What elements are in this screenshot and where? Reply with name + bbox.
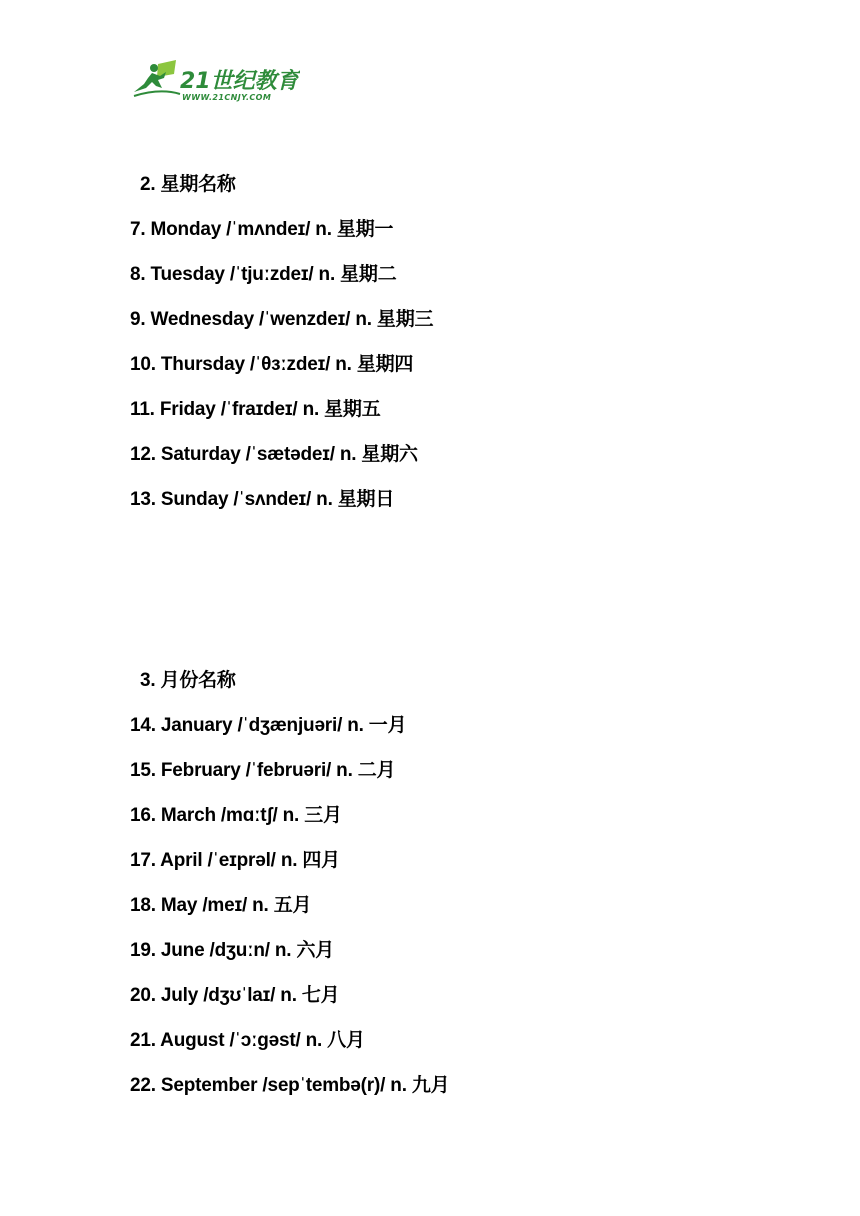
list-item: 11. Friday /ˈfraɪdeɪ/ n. 星期五 — [130, 399, 381, 420]
site-logo — [130, 58, 300, 104]
list-item: 21. August /ˈɔːgəst/ n. 八月 — [130, 1030, 365, 1051]
list-item: 18. May /meɪ/ n. 五月 — [130, 895, 312, 916]
list-item: 10. Thursday /ˈθɜːzdeɪ/ n. 星期四 — [130, 354, 414, 375]
list-item: 17. April /ˈeɪprəl/ n. 四月 — [130, 850, 340, 871]
list-item: 13. Sunday /ˈsʌndeɪ/ n. 星期日 — [130, 489, 395, 510]
logo-url-text: WWW.21CNJY.COM — [182, 93, 272, 102]
list-item: 20. July /dʒʊˈlaɪ/ n. 七月 — [130, 985, 340, 1006]
list-item: 8. Tuesday /ˈtjuːzdeɪ/ n. 星期二 — [130, 264, 397, 285]
logo-brand-text: 21世纪教育 — [180, 69, 299, 94]
list-item: 22. September /sepˈtembə(r)/ n. 九月 — [130, 1075, 450, 1096]
section-heading-months: 3. 月份名称 — [140, 670, 236, 691]
section-heading-days: 2. 星期名称 — [140, 174, 236, 195]
list-item: 9. Wednesday /ˈwenzdeɪ/ n. 星期三 — [130, 309, 434, 330]
list-item: 16. March /mɑːtʃ/ n. 三月 — [130, 805, 342, 826]
list-item: 7. Monday /ˈmʌndeɪ/ n. 星期一 — [130, 219, 394, 240]
list-item: 19. June /dʒuːn/ n. 六月 — [130, 940, 335, 961]
list-item: 12. Saturday /ˈsætədeɪ/ n. 星期六 — [130, 444, 418, 465]
list-item: 15. February /ˈfebruəri/ n. 二月 — [130, 760, 396, 781]
list-item: 14. January /ˈdʒænjuəri/ n. 一月 — [130, 715, 407, 736]
